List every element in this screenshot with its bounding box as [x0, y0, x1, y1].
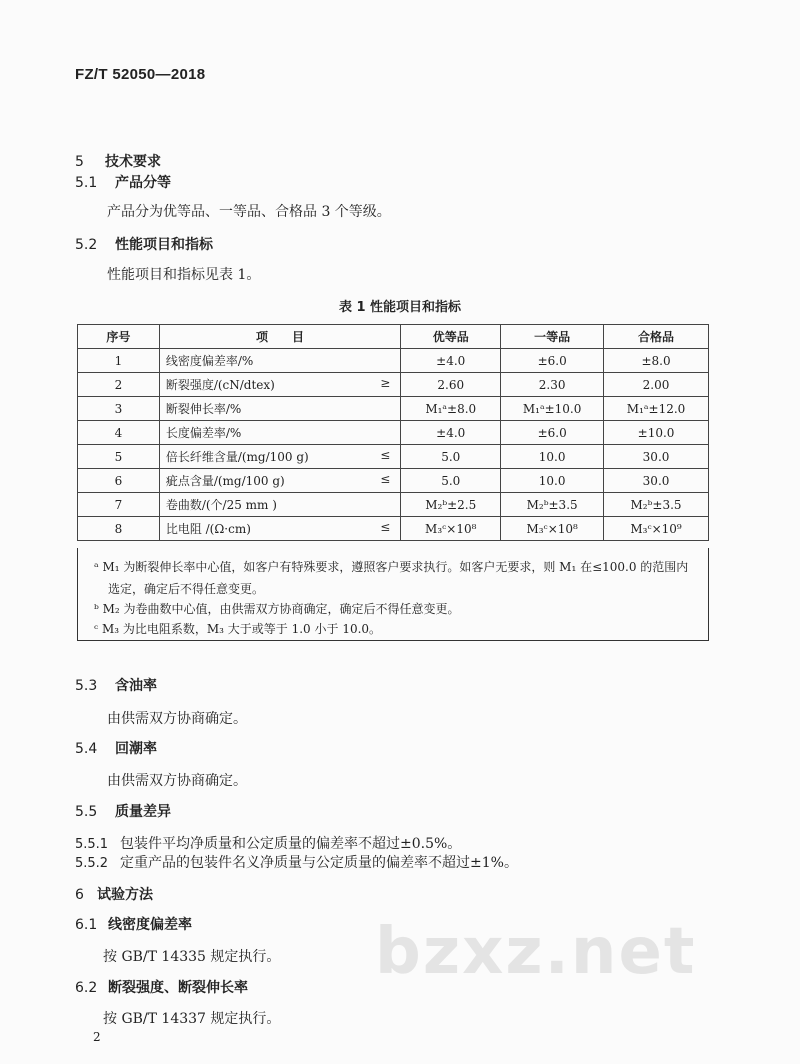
item-label: 线密度偏差率/%: [165, 354, 254, 368]
section-title: 性能项目和指标: [115, 237, 213, 253]
value-qualified: M₃ᶜ×10⁹: [604, 517, 709, 541]
value-qualified: M₁ᵃ±12.0: [604, 397, 709, 421]
row-item: [159, 493, 401, 517]
section-number: 5.5.2: [75, 856, 109, 871]
section-5-4-heading: [75, 738, 157, 758]
row-item: [159, 397, 401, 421]
section-5-1-body: 产品分为优等品、一等品、合格品 3 个等级。: [107, 204, 391, 220]
section-title: 产品分等: [115, 175, 171, 191]
row-no: 5: [78, 445, 160, 469]
section-6-2-body: 按 GB/T 14337 规定执行。: [103, 1011, 281, 1027]
section-body: 定重产品的包装件名义净质量与公定质量的偏差率不超过±1%。: [120, 855, 518, 871]
section-number: 5: [75, 154, 84, 170]
item-label: 断裂强度/(cN/dtex): [165, 378, 275, 392]
section-number: 5.5.1: [75, 837, 109, 852]
section-5-2-heading: [75, 234, 213, 254]
value-first: 10.0: [501, 469, 604, 493]
footnote-a-cont: 选定，确定后不得任意变更。: [108, 582, 265, 596]
footnote-b: ᵇ M₂ 为卷曲数中心值，由供需双方协商确定，确定后不得任意变更。: [94, 602, 460, 616]
section-5-1-heading: [75, 172, 171, 192]
header-first: 一等品: [501, 325, 604, 349]
section-number: 5.5: [75, 804, 98, 820]
value-superior: 5.0: [401, 469, 501, 493]
section-5-2-body: 性能项目和指标见表 1。: [107, 267, 261, 283]
value-first: 2.30: [501, 373, 604, 397]
section-6-2-heading: [75, 977, 248, 997]
table-row: [78, 349, 709, 373]
watermark: bzxz.net: [375, 915, 697, 989]
header-no: 序号: [78, 325, 160, 349]
value-superior: M₂ᵇ±2.5: [401, 493, 501, 517]
table-header-row: [78, 325, 709, 349]
item-label: 比电阻 /(Ω·cm): [165, 522, 251, 536]
section-5-5-heading: [75, 801, 171, 821]
value-qualified: M₂ᵇ±3.5: [604, 493, 709, 517]
value-qualified: 2.00: [604, 373, 709, 397]
value-first: M₂ᵇ±3.5: [501, 493, 604, 517]
section-title: 断裂强度、断裂伸长率: [108, 980, 248, 996]
section-5-3-heading: [75, 675, 157, 695]
item-label: 长度偏差率/%: [165, 426, 242, 440]
value-superior: ±4.0: [401, 421, 501, 445]
section-5-5-1: [75, 833, 461, 853]
value-qualified: ±8.0: [604, 349, 709, 373]
value-superior: 2.60: [401, 373, 501, 397]
table-footnotes: [77, 548, 709, 641]
section-title: 试验方法: [97, 887, 153, 903]
section-number: 5.1: [75, 175, 98, 191]
table-row: [78, 517, 709, 541]
value-first: ±6.0: [501, 349, 604, 373]
section-5-5-2: [75, 852, 518, 872]
value-qualified: 30.0: [604, 469, 709, 493]
row-no: 6: [78, 469, 160, 493]
section-title: 技术要求: [105, 154, 161, 170]
header-qualified: 合格品: [604, 325, 709, 349]
row-no: 4: [78, 421, 160, 445]
value-superior: M₁ᵃ±8.0: [401, 397, 501, 421]
comparator: ≥: [380, 376, 391, 390]
section-number: 5.4: [75, 741, 98, 757]
value-superior: 5.0: [401, 445, 501, 469]
section-number: 5.2: [75, 237, 98, 253]
comparator: ≤: [380, 520, 391, 534]
section-5-3-body: 由供需双方协商确定。: [107, 711, 247, 727]
row-item: [159, 469, 401, 493]
section-6-1-body: 按 GB/T 14335 规定执行。: [103, 949, 281, 965]
section-title: 回潮率: [115, 741, 157, 757]
table-row: [78, 373, 709, 397]
value-superior: M₃ᶜ×10⁸: [401, 517, 501, 541]
performance-table: [77, 324, 709, 541]
comparator: ≤: [380, 472, 391, 486]
item-label: 断裂伸长率/%: [165, 402, 242, 416]
header-superior: 优等品: [401, 325, 501, 349]
section-number: 6.2: [75, 980, 98, 996]
table-row: [78, 445, 709, 469]
section-title: 质量差异: [115, 804, 171, 820]
section-number: 5.3: [75, 678, 98, 694]
section-number: 6.1: [75, 917, 98, 933]
value-first: 10.0: [501, 445, 604, 469]
section-title: 含油率: [115, 678, 157, 694]
section-5-heading: [75, 151, 161, 171]
row-no: 2: [78, 373, 160, 397]
footnote-a: ᵃ M₁ 为断裂伸长率中心值，如客户有特殊要求，遵照客户要求执行。如客户无要求，则 M₁ 在≤100.0 的范围内: [94, 560, 689, 574]
item-label: 倍长纤维含量/(mg/100 g): [165, 450, 309, 464]
row-item: [159, 445, 401, 469]
table-row: [78, 469, 709, 493]
row-item: [159, 421, 401, 445]
row-item: [159, 517, 401, 541]
section-title: 线密度偏差率: [108, 917, 192, 933]
item-label: 卷曲数/(个/25 mm ): [165, 498, 277, 512]
table-row: [78, 421, 709, 445]
row-item: [159, 349, 401, 373]
standard-code: FZ/T 52050—2018: [75, 66, 206, 83]
item-label: 疵点含量/(mg/100 g): [165, 474, 285, 488]
footnote-c: ᶜ M₃ 为比电阻系数，M₃ 大于或等于 1.0 小于 10.0。: [94, 622, 382, 636]
row-no: 7: [78, 493, 160, 517]
value-qualified: 30.0: [604, 445, 709, 469]
value-qualified: ±10.0: [604, 421, 709, 445]
table-row: [78, 397, 709, 421]
section-body: 包装件平均净质量和公定质量的偏差率不超过±0.5%。: [120, 836, 462, 852]
section-5-4-body: 由供需双方协商确定。: [107, 773, 247, 789]
section-6-1-heading: [75, 914, 192, 934]
value-first: M₁ᵃ±10.0: [501, 397, 604, 421]
comparator: ≤: [380, 448, 391, 462]
row-no: 3: [78, 397, 160, 421]
value-superior: ±4.0: [401, 349, 501, 373]
section-number: 6: [75, 887, 84, 903]
table-row: [78, 493, 709, 517]
value-first: ±6.0: [501, 421, 604, 445]
value-first: M₃ᶜ×10⁸: [501, 517, 604, 541]
row-item: [159, 373, 401, 397]
table-title: 表 1 性能项目和指标: [338, 300, 462, 315]
header-item: 项 目: [159, 325, 401, 349]
section-6-heading: [75, 884, 153, 904]
row-no: 8: [78, 517, 160, 541]
page-number: 2: [93, 1030, 101, 1044]
row-no: 1: [78, 349, 160, 373]
